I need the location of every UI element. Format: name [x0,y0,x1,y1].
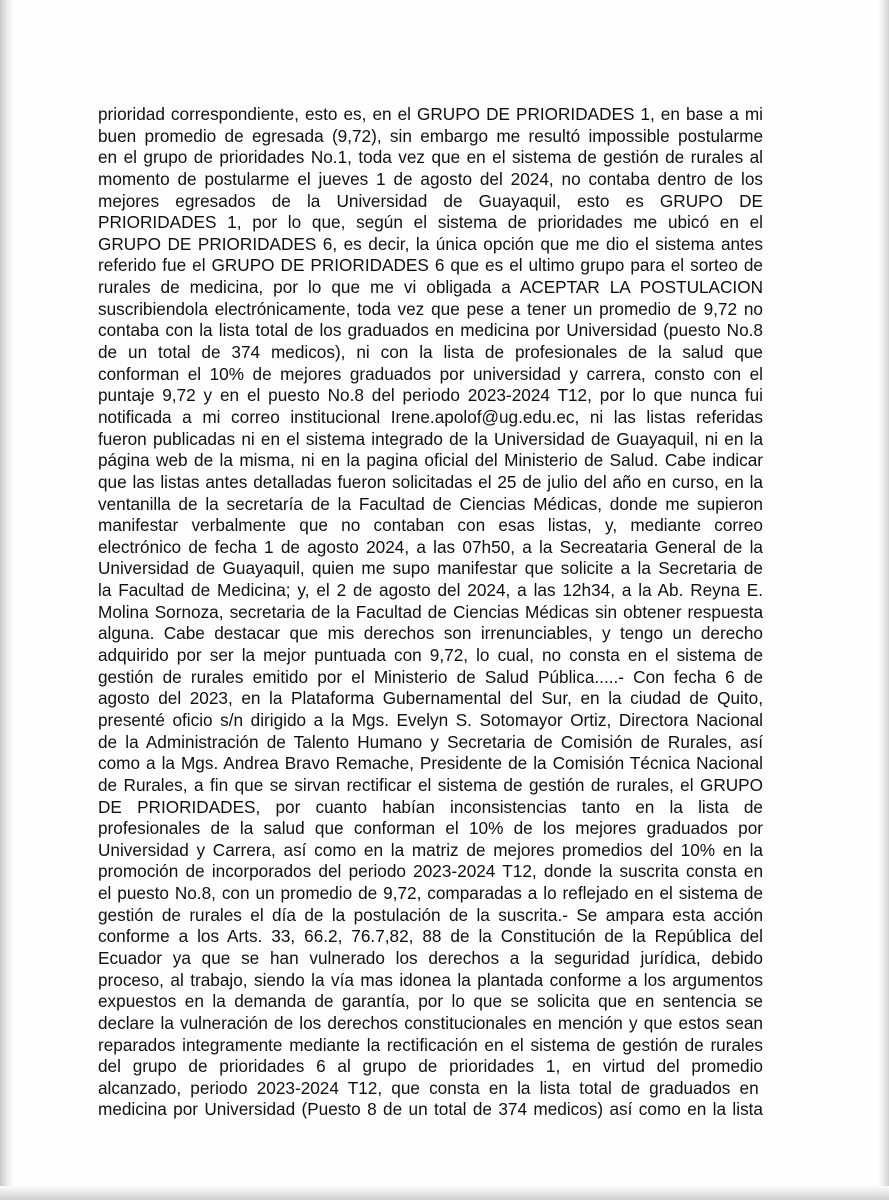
text-line: como a la Mgs. Andrea Bravo Remache, Presidente de la Comisión Técnica Nacional [98,753,763,774]
text-line: rurales de medicina, por lo que me vi obligada a ACEPTAR LA POSTULACION [98,277,763,298]
text-line: electrónico de fecha 1 de agosto 2024, a las 07h50, a la Secreataria General de la [98,536,763,557]
text-line: contaba con la lista total de los graduados en medicina por Universidad (puesto No.8 [98,320,763,341]
text-line: alcanzado, periodo 2023-2024 T12, que consta en la lista total de graduados en [98,1077,759,1098]
text-line: mejores egresados de la Universidad de Guayaquil, esto es GRUPO DE [98,190,763,211]
text-line: página web de la misma, ni en la pagina oficial del Ministerio de Salud. Cabe indicar [98,450,763,471]
text-line: DE PRIORIDADES, por cuanto habían inconsistencias tanto en la lista de [98,796,763,817]
text-line: buen promedio de egresada (9,72), sin embargo me resultó impossible postularme [98,125,763,146]
text-line: expuestos en la demanda de garantía, por lo que se solicita que en sentencia se [98,991,763,1012]
text-line: fueron publicadas ni en el sistema integrado de la Universidad de Guayaquil, ni en la [98,428,763,449]
text-line: medicina por Universidad (Puesto 8 de un total de 374 medicos) así como en la lista [98,1099,763,1120]
text-line: conforman el 10% de mejores graduados por universidad y carrera, consto con el [98,363,763,384]
text-line: el puesto No.8, con un promedio de 9,72, comparadas a lo reflejado en el sistema de [98,883,763,904]
text-line: suscribiendola electrónicamente, toda vez que pese a tener un promedio de 9,72 no [98,298,763,319]
text-line: de un total de 374 medicos), ni con la lista de profesionales de la salud que [98,342,763,363]
text-line: la Facultad de Medicina; y, el 2 de agosto del 2024, a las 12h34, a la Ab. Reyna E. [98,580,763,601]
text-line: del grupo de prioridades 6 al grupo de prioridades 1, en virtud del promedio [98,1056,763,1077]
text-line: de Rurales, a fin que se sirvan rectificar el sistema de gestión de rurales, el GRUPO [98,774,763,795]
text-line: conforme a los Arts. 33, 66.2, 76.7,82, 88 de la Constitución de la República del [98,926,763,947]
text-line: proceso, al trabajo, siendo la vía mas idonea la plantada conforme a los argumentos [98,969,763,990]
text-line: Ecuador ya que se han vulnerado los derechos a la seguridad jurídica, debido [98,947,763,968]
text-line: en el grupo de prioridades No.1, toda vez que en el sistema de gestión de rurales al [98,147,763,168]
text-line: prioridad correspondiente, esto es, en el GRUPO DE PRIORIDADES 1, en base a mi [98,104,763,124]
text-line: ventanilla de la secretaría de la Facultad de Ciencias Médicas, donde me supieron [98,493,763,514]
text-line: promoción de incorporados del periodo 2023-2024 T12, donde la suscrita consta en [98,861,763,882]
text-line: declare la vulneración de los derechos constitucionales en mención y que estos sean [98,1012,763,1033]
text-line: profesionales de la salud que conforman el 10% de los mejores graduados por [98,818,763,839]
text-line: Universidad de Guayaquil, quien me supo manifestar que solicite a la Secretaria de [98,558,763,579]
text-line: que las listas antes detalladas fueron solicitadas el 25 de julio del año en curso, en la [98,471,763,492]
text-line: alguna. Cabe destacar que mis derechos son irrenunciables, y tengo un derecho [98,623,763,644]
text-line: referido fue el GRUPO DE PRIORIDADES 6 que es el ultimo grupo para el sorteo de [98,255,763,276]
text-line: notificada a mi correo institucional Irene.apolof@ug.edu.ec, ni las listas referidas [98,406,763,427]
text-line: Universidad y Carrera, así como en la matriz de mejores promedios del 10% en la [98,839,763,860]
text-line: gestión de rurales el día de la postulación de la suscrita.- Se ampara esta acción [98,904,763,925]
text-line: PRIORIDADES 1, por lo que, según el sistema de prioridades me ubicó en el [98,212,763,233]
text-line: reparados integramente mediante la rectificación en el sistema de gestión de rurales [98,1034,763,1055]
page-shadow-left [0,0,12,1200]
page-shadow-right [879,0,889,1200]
text-line: puntaje 9,72 y en el puesto No.8 del periodo 2023-2024 T12, por lo que nunca fui [98,385,763,406]
text-line: momento de postularme el jueves 1 de agosto del 2024, no contaba dentro de los [98,168,763,189]
page-shadow-bottom [0,1186,889,1200]
text-line: presenté oficio s/n dirigido a la Mgs. Evelyn S. Sotomayor Ortiz, Directora Nacional [98,709,763,730]
text-line: gestión de rurales emitido por el Ministerio de Salud Pública.....- Con fecha 6 de [98,666,763,687]
text-line: GRUPO DE PRIORIDADES 6, es decir, la única opción que me dio el sistema antes [98,233,763,254]
text-line: de la Administración de Talento Humano y Secretaria de Comisión de Rurales, así [98,731,763,752]
document-body-text [98,104,763,1121]
text-line: manifestar verbalmente que no contaban con esas listas, y, mediante correo [98,515,763,536]
text-line: Molina Sornoza, secretaria de la Facultad de Ciencias Médicas sin obtener respuesta [98,601,763,622]
text-line: agosto del 2023, en la Plataforma Gubernamental del Sur, en la ciudad de Quito, [98,688,763,709]
text-line: adquirido por ser la mejor puntuada con 9,72, lo cual, no consta en el sistema de [98,645,763,666]
